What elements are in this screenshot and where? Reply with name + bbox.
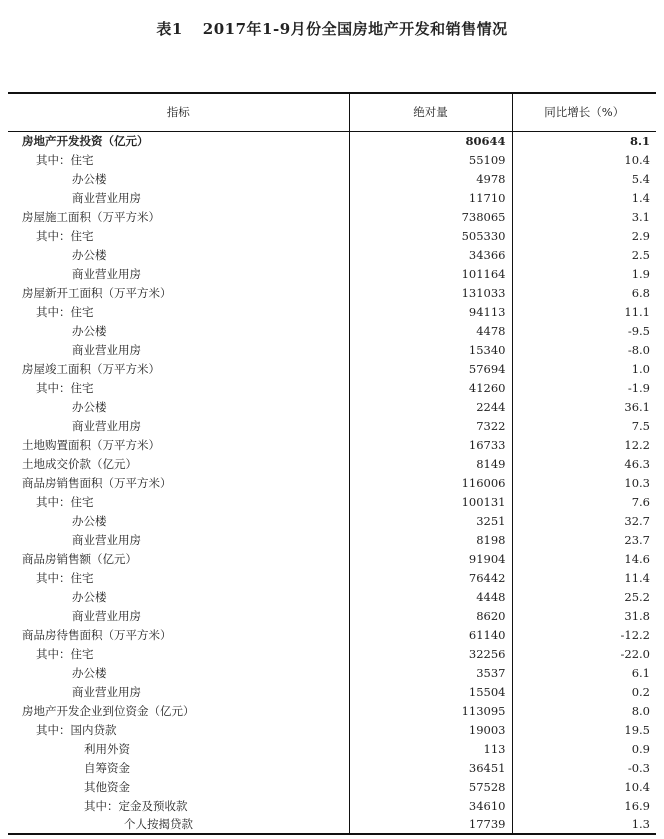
row-label: 商业营业用房 [72,342,141,357]
row-absolute-value: 100131 [349,492,512,511]
table-row [8,245,656,264]
table-row [8,663,656,682]
table-row [8,644,656,663]
row-absolute-value: 15504 [349,682,512,701]
header-absolute: 绝对量 [349,93,512,131]
table-row [8,815,656,834]
row-yoy-change: 6.1 [512,663,656,682]
row-yoy-change: 36.1 [512,397,656,416]
table-row [8,131,656,150]
table-row [8,169,656,188]
table-row [8,359,656,378]
header-yoy: 同比增长（%） [512,93,656,131]
row-label: 其中：住宅 [36,646,94,661]
row-label: 其中：国内贷款 [36,722,117,737]
table-row [8,435,656,454]
table-row [8,340,656,359]
row-yoy-change: -8.0 [512,340,656,359]
row-absolute-value: 3537 [349,663,512,682]
row-label: 其中：住宅 [36,152,94,167]
row-yoy-change: 1.4 [512,188,656,207]
row-yoy-change: 11.4 [512,568,656,587]
row-label: 其中：住宅 [36,380,94,395]
row-label: 办公楼 [72,589,107,604]
row-absolute-value: 738065 [349,207,512,226]
table-row [8,587,656,606]
table-row [8,188,656,207]
row-label: 其他资金 [84,779,130,794]
row-yoy-change: -9.5 [512,321,656,340]
table-row [8,549,656,568]
row-label: 其中：住宅 [36,494,94,509]
row-absolute-value: 17739 [349,815,512,834]
row-label: 商业营业用房 [72,532,141,547]
row-absolute-value: 8198 [349,530,512,549]
row-label: 商业营业用房 [72,418,141,433]
row-absolute-value: 101164 [349,264,512,283]
row-label: 商品房待售面积（万平方米） [22,627,172,642]
table-row [8,720,656,739]
table-title [0,18,664,39]
row-label: 土地成交价款（亿元） [22,456,137,471]
row-label: 商业营业用房 [72,684,141,699]
row-yoy-change: 1.3 [512,815,656,834]
row-absolute-value: 61140 [349,625,512,644]
row-yoy-change: -22.0 [512,644,656,663]
table-row [8,511,656,530]
row-absolute-value: 113 [349,739,512,758]
row-yoy-change: -1.9 [512,378,656,397]
row-yoy-change: 3.1 [512,207,656,226]
table-row [8,606,656,625]
table-row [8,397,656,416]
row-label: 商品房销售面积（万平方米） [22,475,172,490]
row-label: 土地购置面积（万平方米） [22,437,160,452]
table-row [8,492,656,511]
row-absolute-value: 91904 [349,549,512,568]
row-yoy-change: 11.1 [512,302,656,321]
row-absolute-value: 32256 [349,644,512,663]
row-absolute-value: 19003 [349,720,512,739]
row-yoy-change: 1.9 [512,264,656,283]
row-absolute-value: 15340 [349,340,512,359]
row-yoy-change: 10.4 [512,150,656,169]
row-yoy-change: 8.1 [512,131,656,150]
table-row [8,530,656,549]
row-label: 房屋新开工面积（万平方米） [22,285,172,300]
row-absolute-value: 2244 [349,397,512,416]
row-yoy-change: 32.7 [512,511,656,530]
row-yoy-change: 16.9 [512,796,656,815]
row-absolute-value: 8149 [349,454,512,473]
row-absolute-value: 76442 [349,568,512,587]
table-row [8,378,656,397]
row-absolute-value: 57528 [349,777,512,796]
row-label: 办公楼 [72,513,107,528]
table-number: 表1 [156,20,183,38]
row-absolute-value: 116006 [349,473,512,492]
row-absolute-value: 41260 [349,378,512,397]
row-absolute-value: 94113 [349,302,512,321]
row-yoy-change: 31.8 [512,606,656,625]
row-absolute-value: 8620 [349,606,512,625]
row-absolute-value: 131033 [349,283,512,302]
row-absolute-value: 55109 [349,150,512,169]
row-absolute-value: 36451 [349,758,512,777]
row-label: 房地产开发企业到位资金（亿元） [22,703,195,718]
header-row [8,93,656,131]
row-label: 办公楼 [72,399,107,414]
row-label: 其中：定金及预收款 [84,798,188,813]
row-yoy-change: 10.3 [512,473,656,492]
table-row [8,207,656,226]
row-absolute-value: 3251 [349,511,512,530]
table-row [8,473,656,492]
row-absolute-value: 4978 [349,169,512,188]
row-yoy-change: 25.2 [512,587,656,606]
table-row [8,625,656,644]
real-estate-table [8,92,656,835]
row-yoy-change: 1.0 [512,359,656,378]
row-yoy-change: -12.2 [512,625,656,644]
header-indicator: 指标 [8,93,349,131]
row-label: 房地产开发投资（亿元） [22,133,149,148]
row-yoy-change: 0.9 [512,739,656,758]
row-label: 办公楼 [72,171,107,186]
row-yoy-change: 46.3 [512,454,656,473]
table-row [8,682,656,701]
row-yoy-change: 23.7 [512,530,656,549]
table-row [8,568,656,587]
row-yoy-change: -0.3 [512,758,656,777]
row-yoy-change: 5.4 [512,169,656,188]
table-row [8,150,656,169]
row-label: 其中：住宅 [36,228,94,243]
row-absolute-value: 57694 [349,359,512,378]
table-row [8,796,656,815]
row-yoy-change: 14.6 [512,549,656,568]
table-row [8,739,656,758]
table-row [8,226,656,245]
row-absolute-value: 4448 [349,587,512,606]
table-title-text: 2017年1-9月份全国房地产开发和销售情况 [202,20,508,38]
row-label: 商业营业用房 [72,266,141,281]
row-label: 个人按揭贷款 [8,815,349,834]
row-label: 利用外资 [84,741,130,756]
row-yoy-change: 2.9 [512,226,656,245]
row-absolute-value: 16733 [349,435,512,454]
row-label: 办公楼 [72,665,107,680]
row-absolute-value: 7322 [349,416,512,435]
row-yoy-change: 6.8 [512,283,656,302]
row-yoy-change: 10.4 [512,777,656,796]
row-absolute-value: 11710 [349,188,512,207]
row-absolute-value: 505330 [349,226,512,245]
row-absolute-value: 34610 [349,796,512,815]
row-absolute-value: 113095 [349,701,512,720]
row-absolute-value: 80644 [349,131,512,150]
table-row [8,264,656,283]
row-label: 自筹资金 [84,760,130,775]
table-row [8,416,656,435]
row-yoy-change: 2.5 [512,245,656,264]
table-row [8,454,656,473]
row-yoy-change: 8.0 [512,701,656,720]
table-row [8,777,656,796]
row-yoy-change: 7.5 [512,416,656,435]
table-row [8,302,656,321]
row-label: 商品房销售额（亿元） [22,551,137,566]
row-label: 房屋竣工面积（万平方米） [22,361,160,376]
table-row [8,701,656,720]
row-absolute-value: 4478 [349,321,512,340]
table-row [8,321,656,340]
row-yoy-change: 0.2 [512,682,656,701]
row-label: 房屋施工面积（万平方米） [22,209,160,224]
table-row [8,758,656,777]
table-row [8,283,656,302]
row-label: 其中：住宅 [36,304,94,319]
row-label: 办公楼 [72,247,107,262]
row-absolute-value: 34366 [349,245,512,264]
row-yoy-change: 19.5 [512,720,656,739]
row-label: 商业营业用房 [72,190,141,205]
row-yoy-change: 7.6 [512,492,656,511]
row-label: 办公楼 [72,323,107,338]
row-label: 其中：住宅 [36,570,94,585]
row-yoy-change: 12.2 [512,435,656,454]
row-label: 商业营业用房 [72,608,141,623]
